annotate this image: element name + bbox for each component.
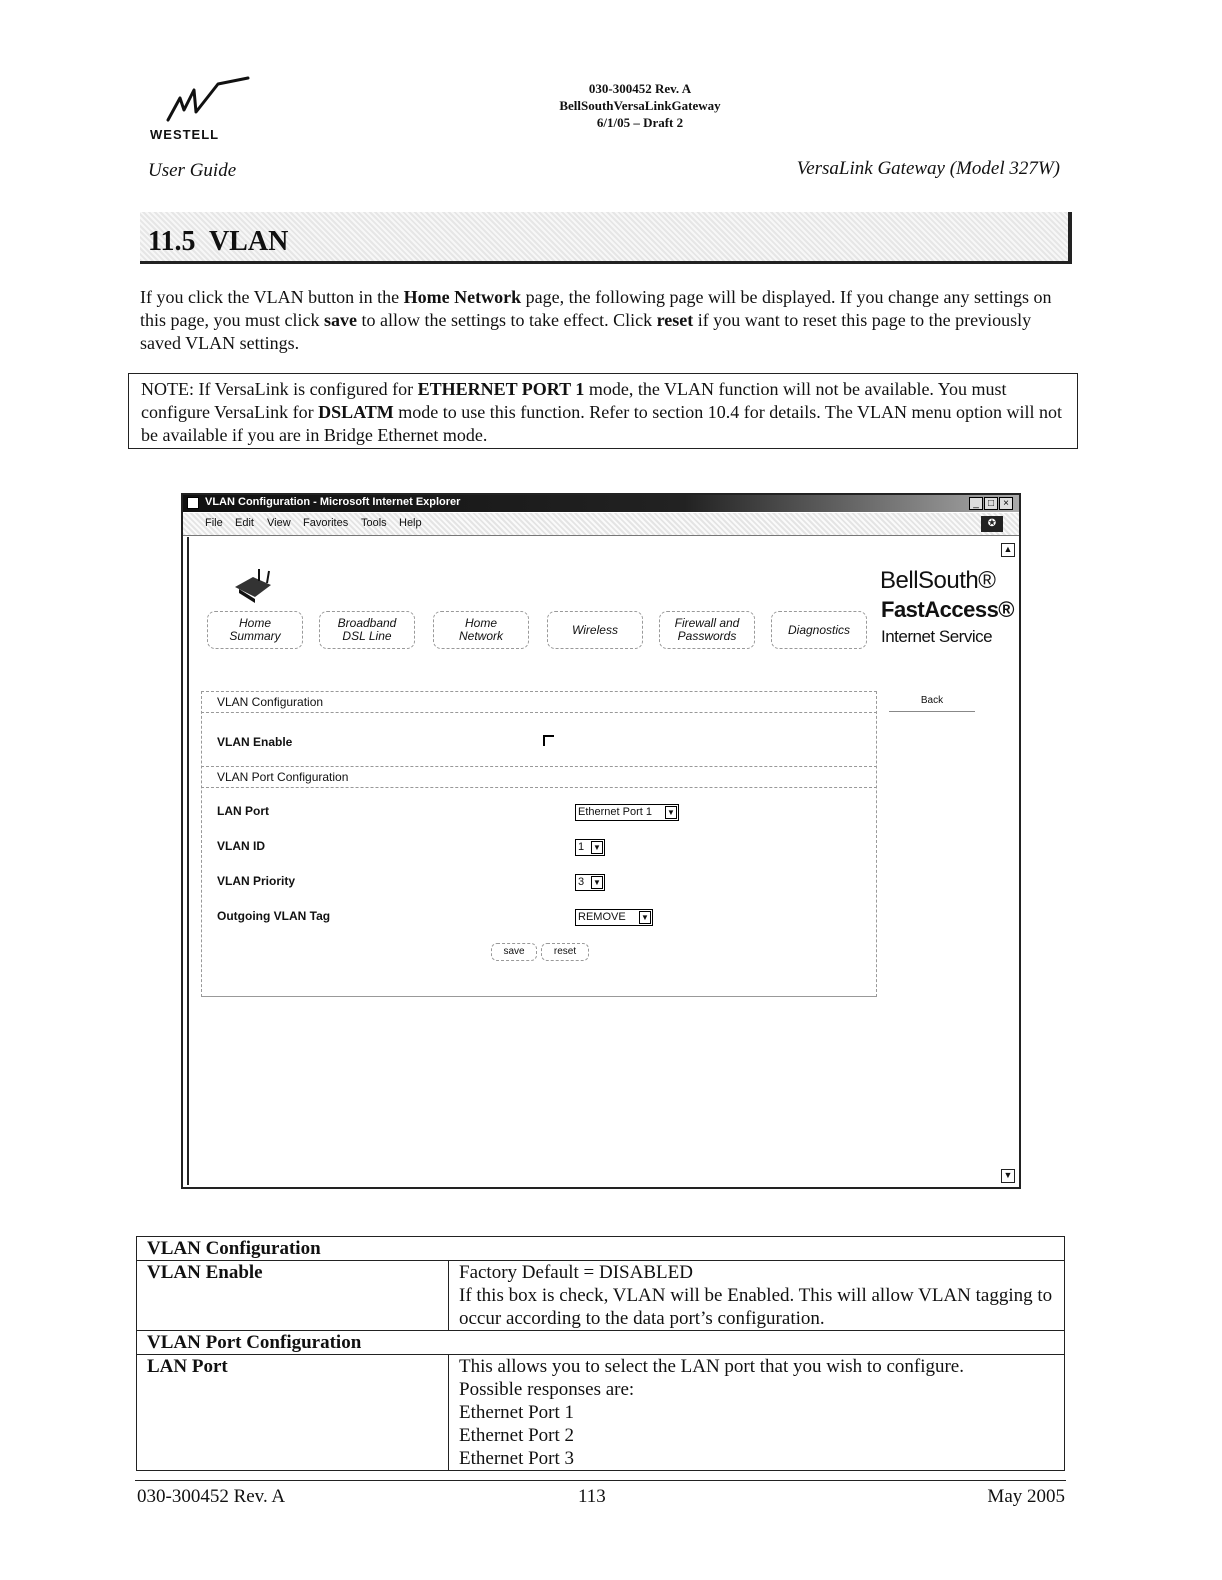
tab-label bbox=[229, 617, 280, 643]
vlan-priority-label: VLAN Priority bbox=[217, 874, 296, 888]
tab-diagnostics[interactable] bbox=[771, 611, 867, 649]
tab-label: Diagnostics bbox=[787, 622, 851, 637]
tab-label bbox=[675, 617, 740, 643]
table-header-vlan-configuration: VLAN Configuration bbox=[137, 1237, 1065, 1261]
intro-paragraph bbox=[140, 286, 1070, 355]
footer-doc-number: 030-300452 Rev. A bbox=[137, 1486, 286, 1507]
tab-line2: Network bbox=[458, 629, 503, 643]
note-text: mode, the VLAN function will not be available. You must configure VersaLink for bbox=[141, 379, 1007, 422]
close-button[interactable]: × bbox=[999, 497, 1013, 510]
settings-table bbox=[136, 1236, 1065, 1471]
option-item: Ethernet Port 3 bbox=[459, 1448, 575, 1469]
vlan-enable-checkbox[interactable] bbox=[543, 735, 554, 746]
maximize-button[interactable]: □ bbox=[984, 497, 998, 510]
tab-firewall-passwords[interactable] bbox=[659, 611, 755, 649]
tab-line2: DSL Line bbox=[342, 629, 392, 643]
intro-save: save bbox=[323, 310, 357, 330]
menu-edit[interactable]: Edit bbox=[235, 517, 254, 529]
ie-logo-icon: ✪ bbox=[981, 516, 1003, 532]
tab-label: Wireless bbox=[572, 622, 618, 637]
tab-label bbox=[459, 617, 503, 643]
back-button[interactable]: Back bbox=[889, 695, 975, 712]
option-item: Ethernet Port 1 bbox=[459, 1402, 575, 1423]
note-text: mode to use this function. Refer to section 10.4 for details. The VLAN menu option will not be available if you are in Bridge Ethernet mode. bbox=[141, 402, 1063, 445]
table-cell-description bbox=[449, 1261, 1065, 1331]
panel-header-vlan-port-configuration: VLAN Port Configuration bbox=[201, 766, 877, 788]
chevron-down-icon: ▼ bbox=[591, 841, 603, 854]
intro-reset: reset bbox=[656, 310, 694, 330]
model-label: VersaLink Gateway (Model 327W) bbox=[796, 158, 1060, 179]
tab-line2: Summary bbox=[229, 629, 281, 643]
save-button[interactable]: save bbox=[491, 943, 537, 961]
intro-text: if you want to reset this page to the previously saved VLAN settings. bbox=[140, 310, 1032, 353]
note-text: NOTE: If VersaLink is configured for bbox=[141, 379, 418, 399]
minimize-button[interactable]: _ bbox=[969, 497, 983, 510]
table-row bbox=[137, 1237, 1065, 1261]
title-bar bbox=[183, 495, 1019, 512]
note-ethernet-port: ETHERNET PORT 1 bbox=[417, 379, 585, 399]
chevron-down-icon: ▼ bbox=[639, 911, 651, 924]
table-header-vlan-port-configuration: VLAN Port Configuration bbox=[137, 1331, 1065, 1355]
window-title: VLAN Configuration - Microsoft Internet Explorer bbox=[205, 496, 461, 508]
menu-help[interactable]: Help bbox=[399, 517, 422, 529]
brand-fastaccess: FastAccess® bbox=[881, 597, 1015, 622]
doc-number: 030-300452 Rev. A bbox=[588, 81, 692, 96]
chevron-down-icon: ▼ bbox=[665, 806, 677, 819]
footer-divider bbox=[135, 1480, 1066, 1481]
table-cell-description bbox=[449, 1355, 1065, 1471]
outgoing-vlan-tag-label: Outgoing VLAN Tag bbox=[217, 909, 331, 923]
tab-home-summary[interactable] bbox=[207, 611, 303, 649]
section-title: 11.5 VLAN bbox=[148, 226, 289, 257]
menu-tools[interactable]: Tools bbox=[361, 517, 387, 529]
table-row bbox=[137, 1331, 1065, 1355]
brand-bellsouth: BellSouth® bbox=[880, 567, 996, 594]
tab-label bbox=[338, 617, 397, 643]
westell-logo-icon bbox=[160, 76, 250, 126]
footer-date: May 2005 bbox=[987, 1486, 1065, 1507]
outgoing-vlan-tag-value: REMOVE bbox=[578, 911, 626, 923]
page-number: 113 bbox=[578, 1486, 606, 1507]
tab-line1: Broadband bbox=[337, 616, 397, 630]
scroll-up-icon[interactable]: ▲ bbox=[1001, 543, 1015, 557]
vlan-enable-label: VLAN Enable bbox=[217, 735, 293, 749]
table-cell-label: LAN Port bbox=[137, 1355, 449, 1471]
chevron-down-icon: ▼ bbox=[591, 876, 603, 889]
brand-internet-service: Internet Service bbox=[881, 627, 993, 646]
scroll-down-icon[interactable]: ▼ bbox=[1001, 1169, 1015, 1183]
menu-file[interactable]: File bbox=[205, 517, 223, 529]
outgoing-vlan-tag-select[interactable] bbox=[575, 909, 653, 926]
vlan-priority-value: 3 bbox=[578, 876, 585, 888]
description-line: This allows you to select the LAN port that you wish to configure. bbox=[459, 1356, 964, 1377]
tab-home-network[interactable] bbox=[433, 611, 529, 649]
tab-line1: Home bbox=[464, 616, 497, 630]
lan-port-select[interactable] bbox=[575, 804, 679, 821]
vlan-id-select[interactable] bbox=[575, 839, 605, 856]
doc-product: BellSouthVersaLinkGateway bbox=[559, 98, 721, 113]
ie-app-icon bbox=[187, 497, 199, 509]
westell-logo-text: WESTELL bbox=[150, 127, 220, 142]
intro-text: If you click the VLAN button in the bbox=[140, 287, 404, 307]
table-row bbox=[137, 1261, 1065, 1331]
tab-broadband-dsl-line[interactable] bbox=[319, 611, 415, 649]
router-icon bbox=[229, 567, 277, 607]
browser-window bbox=[181, 493, 1021, 1189]
menu-favorites[interactable]: Favorites bbox=[303, 517, 349, 529]
tab-line2: Passwords bbox=[677, 629, 737, 643]
reset-button[interactable]: reset bbox=[541, 943, 589, 961]
description-line: Factory Default = DISABLED bbox=[459, 1262, 693, 1283]
note-dslatm: DSLATM bbox=[318, 402, 394, 422]
option-item: Ethernet Port 2 bbox=[459, 1425, 575, 1446]
guide-label: User Guide bbox=[148, 160, 237, 181]
description-line: If this box is check, VLAN will be Enabled. This will allow VLAN tagging to occur according to the data port’s configuration. bbox=[459, 1285, 1053, 1329]
description-line: Possible responses are: bbox=[459, 1379, 635, 1400]
vlan-id-value: 1 bbox=[578, 841, 585, 853]
table-row bbox=[137, 1355, 1065, 1471]
intro-text: page, the following page will be displayed. If you change any settings on this page, you must click bbox=[140, 287, 1052, 330]
vlan-panel bbox=[201, 691, 877, 997]
panel-header-vlan-configuration: VLAN Configuration bbox=[201, 691, 877, 713]
note-box bbox=[128, 373, 1078, 449]
tab-line1: Home bbox=[238, 616, 271, 630]
tab-line1: Firewall and bbox=[674, 616, 740, 630]
menu-view[interactable]: View bbox=[267, 517, 291, 529]
lan-port-label: LAN Port bbox=[217, 804, 269, 818]
doc-date: 6/1/05 – Draft 2 bbox=[596, 115, 684, 130]
vlan-priority-select[interactable] bbox=[575, 874, 605, 891]
table-cell-label: VLAN Enable bbox=[137, 1261, 449, 1331]
lan-port-value: Ethernet Port 1 bbox=[578, 806, 652, 818]
document-info bbox=[470, 80, 810, 131]
intro-text: to allow the settings to take effect. Click bbox=[356, 310, 657, 330]
menu-bar bbox=[183, 513, 1019, 536]
intro-home-network: Home Network bbox=[403, 287, 522, 307]
vlan-id-label: VLAN ID bbox=[217, 839, 265, 853]
tab-wireless[interactable] bbox=[547, 611, 643, 649]
